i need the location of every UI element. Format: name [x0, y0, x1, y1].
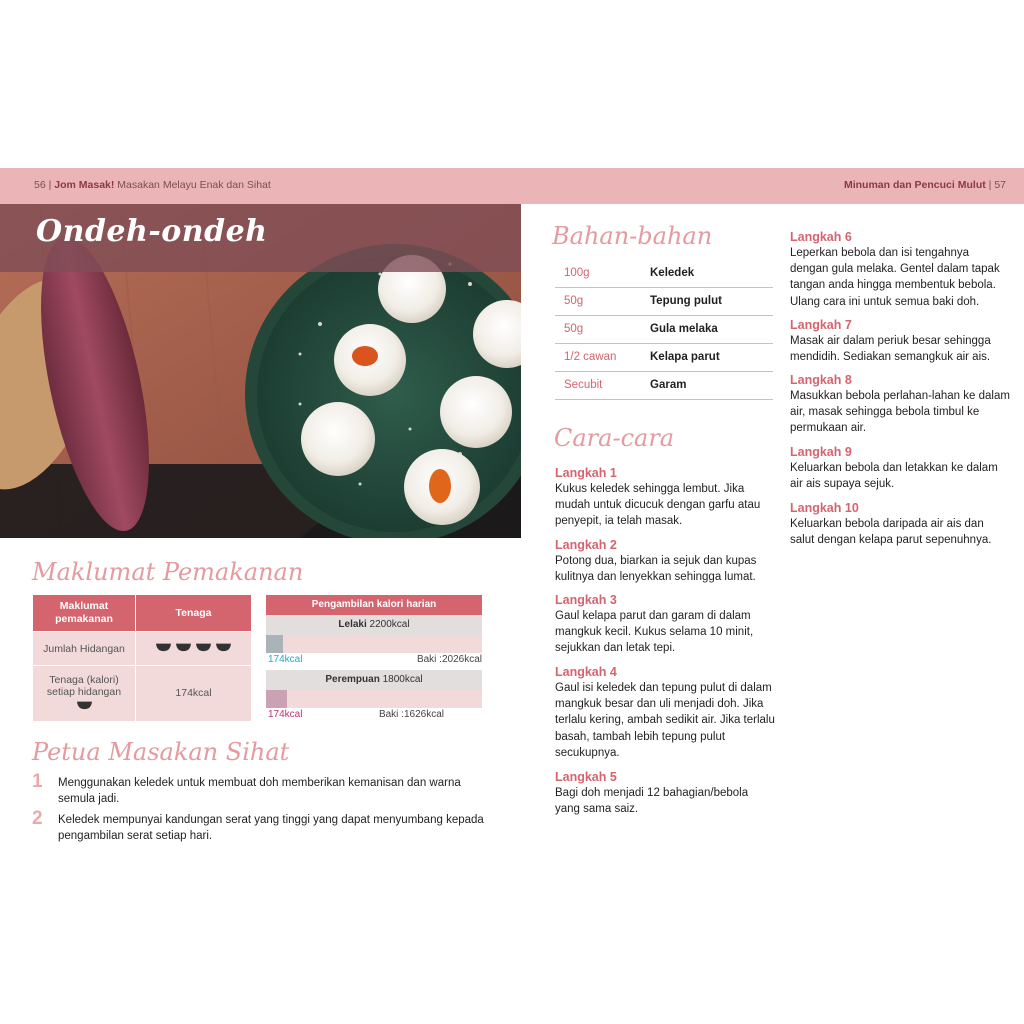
- step-text: Leperkan bebola dan isi tengahnya dengan gula melaka. Gentel dalam tapak tangan anda hingga membentuk bebola. Ulang cara ini untuk semua baki doh.: [790, 247, 1000, 308]
- step-title: Langkah 10: [790, 501, 859, 515]
- method-step: [790, 229, 1010, 310]
- male-total: 2200kcal: [369, 619, 410, 630]
- method-step: [555, 537, 775, 585]
- tip-text: Menggunakan keledek untuk membuat doh memberikan kemanisan dan warna semula jadi.: [58, 777, 461, 805]
- ingredient-qty: 50g: [564, 295, 584, 307]
- ingredient-name: Kelapa parut: [650, 351, 720, 363]
- method-heading: Cara-cara: [554, 424, 675, 452]
- ingredients-list: [555, 260, 773, 400]
- bowl-icons: [155, 642, 232, 652]
- ingredient-qty: 50g: [564, 323, 584, 335]
- left-page-header: [34, 179, 271, 191]
- step-title: Langkah 7: [790, 318, 852, 332]
- male-header: [266, 615, 482, 635]
- ingredient-name: Keledek: [650, 267, 695, 279]
- calorie-panel-heading: Pengambilan kalori harian: [266, 595, 482, 615]
- book-subtitle: Masakan Melayu Enak dan Sihat: [117, 179, 271, 191]
- ingredient-name: Garam: [650, 379, 687, 391]
- tip-text: Keledek mempunyai kandungan serat yang tinggi yang dapat menyumbang kepada pengambilan serat setiap hari.: [58, 814, 484, 842]
- ingredient-row: [555, 372, 773, 400]
- step-title: Langkah 1: [555, 466, 617, 480]
- female-calorie-fill: [266, 690, 287, 708]
- left-page-number: 56: [34, 179, 46, 191]
- step-title: Langkah 4: [555, 665, 617, 679]
- method-step: [790, 500, 1010, 548]
- recipe-title: Ondeh-ondeh: [36, 214, 268, 249]
- step-title: Langkah 3: [555, 593, 617, 607]
- step-text: Keluarkan bebola dan letakkan ke dalam air ais supaya sejuk.: [790, 462, 998, 491]
- ingredient-row: [555, 260, 773, 288]
- male-calorie-bar: [266, 635, 482, 653]
- step-title: Langkah 9: [790, 445, 852, 459]
- ingredient-row: [555, 288, 773, 316]
- ingredient-qty: 1/2 cawan: [564, 351, 617, 363]
- energy-col-header: Tenaga: [136, 595, 252, 632]
- book-title: Jom Masak!: [54, 179, 115, 191]
- step-text: Bagi doh menjadi 12 bahagian/bebola yang sama saiz.: [555, 787, 749, 816]
- servings-value: [136, 632, 252, 666]
- daily-calorie-panel: [266, 595, 482, 722]
- nutrition-col-header: Maklumat pemakanan: [33, 595, 136, 632]
- ingredient-qty: Secubit: [564, 379, 603, 391]
- nutrition-heading: Maklumat Pemakanan: [32, 558, 304, 586]
- ingredient-qty: 100g: [564, 267, 590, 279]
- female-header: [266, 670, 482, 690]
- step-title: Langkah 8: [790, 373, 852, 387]
- energy-per-serving-label: Tenaga (kalori) setiap hidangan: [46, 673, 122, 698]
- ingredient-name: Gula melaka: [650, 323, 718, 335]
- step-title: Langkah 5: [555, 770, 617, 784]
- header-separator: |: [988, 179, 992, 191]
- step-text: Potong dua, biarkan ia sejuk dan kupas kulitnya dan lenyekkan sehingga lumat.: [555, 555, 757, 584]
- step-text: Keluarkan bebola daripada air ais dan salut dengan kelapa parut sepenuhnya.: [790, 518, 992, 547]
- method-step: [555, 664, 775, 761]
- male-calorie-fill: [266, 635, 283, 653]
- step-text: Kukus keledek sehingga lembut. Jika mudah untuk dicucuk dengan garfu atau penyepit, ia telah masak.: [555, 483, 761, 528]
- female-calorie-row: [266, 708, 482, 722]
- servings-label: Jumlah Hidangan: [33, 632, 136, 666]
- ingredient-row: [555, 316, 773, 344]
- female-used-kcal: 174kcal: [268, 709, 303, 720]
- header-separator: |: [48, 179, 52, 191]
- female-label: Perempuan: [325, 674, 380, 685]
- tip-number: 2: [32, 808, 43, 829]
- female-total: 1800kcal: [382, 674, 423, 685]
- ingredient-row: [555, 344, 773, 372]
- tips-heading: Petua Masakan Sihat: [32, 738, 290, 766]
- bowl-icon: [195, 642, 212, 652]
- right-page-header: [844, 179, 1006, 191]
- bowl-icon: [175, 642, 192, 652]
- female-calorie-bar: [266, 690, 482, 708]
- right-page-number: 57: [994, 179, 1006, 191]
- nutrition-table: [33, 595, 251, 721]
- female-remaining: Baki :1626kcal: [378, 709, 444, 720]
- method-step: [790, 444, 1010, 492]
- step-title: Langkah 2: [555, 538, 617, 552]
- method-step: [790, 317, 1010, 365]
- energy-per-serving-cell: [33, 666, 136, 721]
- ingredients-heading: Bahan-bahan: [552, 222, 713, 250]
- tip-number: 1: [32, 771, 43, 792]
- step-title: Langkah 6: [790, 230, 852, 244]
- method-step: [790, 372, 1010, 437]
- bowl-icon: [155, 642, 172, 652]
- method-step: [555, 592, 775, 657]
- step-text: Gaul isi keledek dan tepung pulut di dalam mangkuk besar dan uli menjadi doh. Jika terlalu kering, ambah sedikit air. Jika terlalu basah, tambah lebih tepung pulut secukupnya.: [555, 682, 775, 759]
- step-text: Masukkan bebola perlahan-lahan ke dalam air, masak sehingga bebola timbul ke permukaan air.: [790, 390, 1010, 435]
- bowl-icon: [76, 700, 93, 710]
- male-remaining: Baki :2026kcal: [416, 654, 482, 665]
- energy-per-serving-value: 174kcal: [136, 666, 252, 721]
- bowl-icon: [215, 642, 232, 652]
- ingredient-name: Tepung pulut: [650, 295, 722, 307]
- step-text: Masak air dalam periuk besar sehingga mendidih. Sediakan semangkuk air ais.: [790, 335, 991, 364]
- step-text: Gaul kelapa parut dan garam di dalam mangkuk kecil. Kukus selama 10 minit, sejukkan dan letak tepi.: [555, 610, 754, 655]
- male-calorie-row: [266, 653, 482, 667]
- male-used-kcal: 174kcal: [268, 654, 303, 665]
- method-step: [555, 465, 775, 530]
- method-step: [555, 769, 775, 817]
- chapter-title: Minuman dan Pencuci Mulut: [843, 179, 986, 191]
- page-header: [0, 168, 1024, 204]
- male-label: Lelaki: [338, 619, 367, 630]
